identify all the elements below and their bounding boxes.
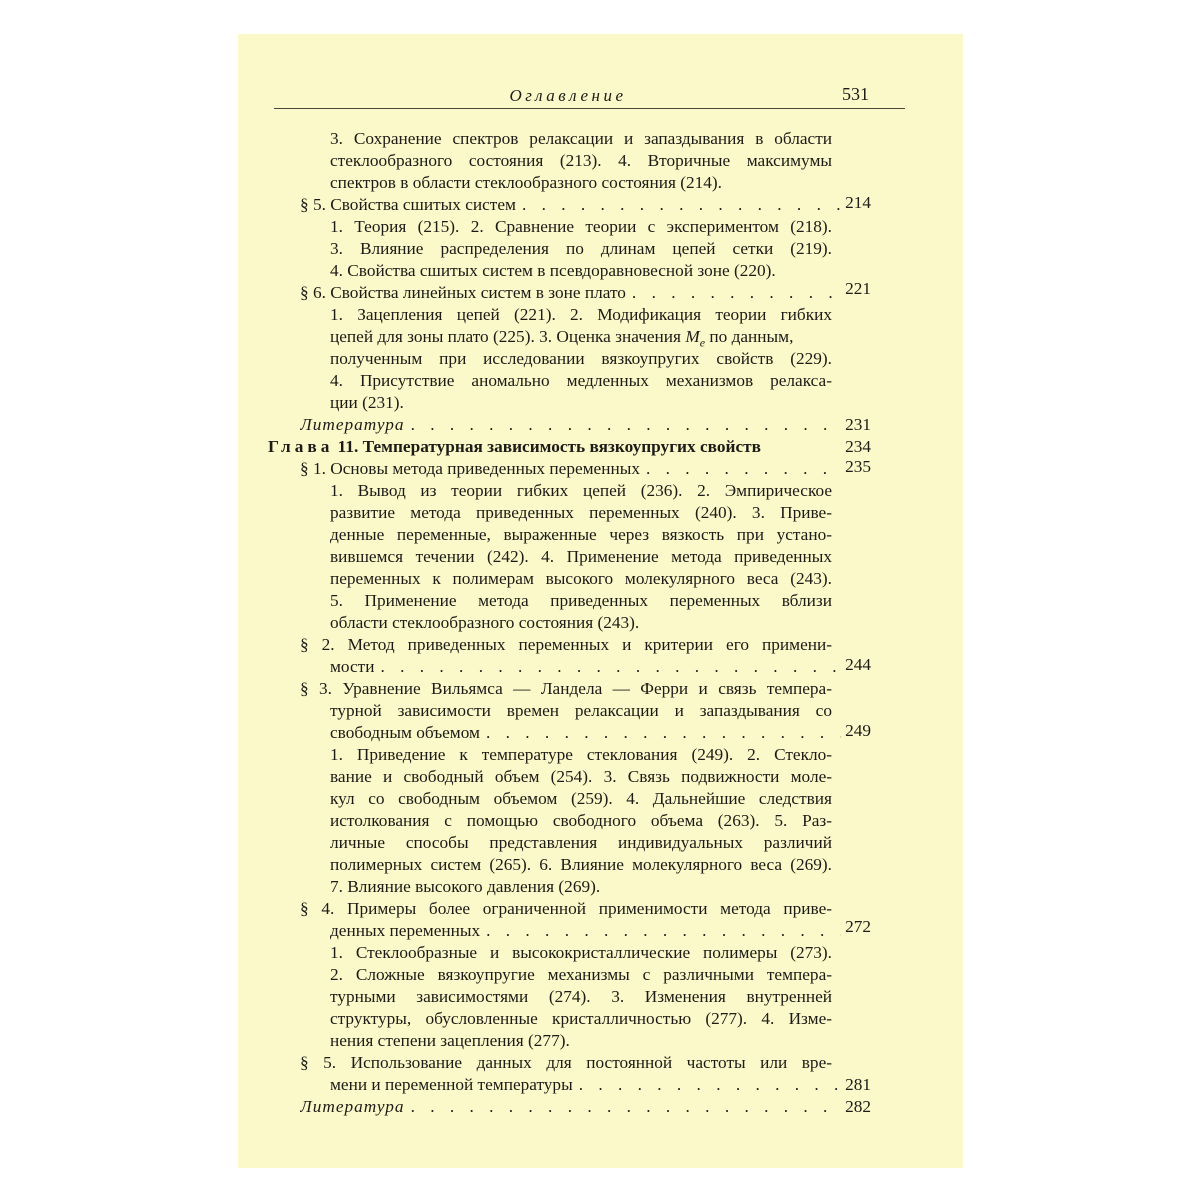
toc-line: ции (231). bbox=[330, 393, 404, 412]
toc-line: 1. Теория (215). 2. Сравнение теории с экспериментом (218). bbox=[330, 217, 832, 236]
toc-entry-title: § 1. Основы метода приведенных переменных bbox=[300, 459, 640, 478]
toc-line: 1. Зацепления цепей (221). 2. Модификация теории гибких bbox=[330, 305, 832, 324]
toc-entry-section[interactable] bbox=[330, 656, 841, 678]
leader-dots bbox=[632, 282, 841, 304]
leader-dots bbox=[411, 414, 841, 436]
toc-entry-section[interactable] bbox=[300, 458, 841, 480]
toc-entry-section[interactable] bbox=[330, 920, 841, 942]
leader-dots bbox=[486, 722, 841, 744]
toc-entry-section-title[interactable]: § 4. Примеры более ограниченной применимости метода приве- bbox=[300, 899, 832, 918]
toc-entry-title: Литература bbox=[300, 415, 405, 434]
toc-entry-title: свободным объемом bbox=[330, 723, 480, 742]
leader-dots bbox=[646, 458, 841, 480]
toc-page-number: 249 bbox=[845, 721, 871, 740]
header-rule bbox=[274, 108, 905, 109]
toc-entry-section[interactable] bbox=[330, 1074, 841, 1096]
toc-line: развитие метода приведенных переменных (240). 3. Приве- bbox=[330, 503, 832, 522]
toc-line: 5. Применение метода приведенных переменных вблизи bbox=[330, 591, 832, 610]
toc-line: нения степени зацепления (277). bbox=[330, 1031, 570, 1050]
toc-line: 1. Стеклообразные и высококристаллические полимеры (273). bbox=[330, 943, 832, 962]
toc-entry-literature[interactable] bbox=[300, 1096, 841, 1118]
toc-entry-title: § 5. Свойства сшитых систем bbox=[300, 195, 516, 214]
toc-page-number: 221 bbox=[845, 279, 871, 298]
toc-line: 2. Сложные вязкоупругие механизмы с различными темпера- bbox=[330, 965, 832, 984]
toc-line: 3. Влияние распределения по длинам цепей сетки (219). bbox=[330, 239, 832, 258]
toc-line: вание и свободный объем (254). 3. Связь подвижности моле- bbox=[330, 767, 832, 786]
toc-line: 4. Присутствие аномально медленных механизмов релакса- bbox=[330, 371, 832, 390]
toc-line-part: по данным, bbox=[705, 327, 794, 346]
toc-line: кул со свободным объемом (259). 4. Дальнейшие следствия bbox=[330, 789, 832, 808]
toc-entry-section[interactable] bbox=[300, 282, 841, 304]
leader-dots bbox=[411, 1096, 841, 1118]
toc-line: 1. Приведение к температуре стеклования (249). 2. Стекло- bbox=[330, 745, 832, 764]
toc-entry-title: Литература bbox=[300, 1097, 405, 1116]
toc-line: 4. Свойства сшитых систем в псевдоравновесной зоне (220). bbox=[330, 261, 776, 280]
toc-line: 7. Влияние высокого давления (269). bbox=[330, 877, 601, 896]
toc-entry-literature[interactable] bbox=[300, 414, 841, 436]
toc-entry-title: мени и переменной температуры bbox=[330, 1075, 573, 1094]
toc-line: вившемся течении (242). 4. Применение метода приведенных bbox=[330, 547, 832, 566]
toc-line: 3. Сохранение спектров релаксации и запаздывания в области bbox=[330, 129, 832, 148]
chapter-word: Глава bbox=[268, 437, 334, 456]
toc-line: полученным при исследовании вязкоупругих свойств (229). bbox=[330, 349, 832, 368]
running-header-title: Оглавление bbox=[509, 86, 627, 105]
toc-line: турными зависимостями (274). 3. Изменения внутренней bbox=[330, 987, 832, 1006]
toc-line: структуры, обусловленные кристалличностью (277). 4. Изме- bbox=[330, 1009, 832, 1028]
toc-entry-section-title: турной зависимости времен релаксации и запаздывания со bbox=[330, 701, 832, 720]
toc-line: личные способы представления индивидуальных различий bbox=[330, 833, 832, 852]
toc-entry-title: денных переменных bbox=[330, 921, 481, 940]
toc-page-number: 234 bbox=[845, 437, 871, 456]
toc-entry-section-title[interactable]: § 2. Метод приведенных переменных и критерии его примени- bbox=[300, 635, 832, 654]
toc-entry-section-title[interactable]: § 3. Уравнение Вильямса — Ландела — Ферри и связь темпера- bbox=[300, 679, 832, 698]
math-subscript: e bbox=[699, 335, 706, 350]
page-number: 531 bbox=[842, 84, 869, 104]
toc-line: стеклообразного состояния (213). 4. Вторичные максимумы bbox=[330, 151, 832, 170]
toc-line-part: цепей для зоны плато (225). 3. Оценка значения bbox=[330, 327, 681, 346]
book-page bbox=[238, 34, 963, 1168]
math-symbol: M bbox=[685, 327, 700, 346]
toc-line: спектров в области стеклообразного состояния (214). bbox=[330, 173, 722, 192]
toc-line bbox=[330, 326, 793, 348]
toc-page-number: 281 bbox=[845, 1075, 871, 1094]
toc-page-number: 282 bbox=[845, 1097, 871, 1116]
toc-line: 1. Вывод из теории гибких цепей (236). 2. Эмпирическое bbox=[330, 481, 832, 500]
toc-entry-section[interactable] bbox=[300, 194, 841, 216]
toc-entry-title: § 6. Свойства линейных систем в зоне плато bbox=[300, 283, 626, 302]
chapter-heading[interactable] bbox=[268, 436, 761, 458]
leader-dots bbox=[522, 194, 841, 216]
toc-line: истолкования с помощью свободного объема (263). 5. Раз- bbox=[330, 811, 832, 830]
toc-page-number: 244 bbox=[845, 655, 871, 674]
toc-entry-title: мости bbox=[330, 657, 375, 676]
chapter-title: 11. Температурная зависимость вязкоупругих свойств bbox=[333, 437, 761, 456]
leader-dots bbox=[579, 1074, 841, 1096]
toc-page-number: 214 bbox=[845, 193, 871, 212]
toc-page-number: 272 bbox=[845, 917, 871, 936]
toc-line: полимерных систем (265). 6. Влияние молекулярного веса (269). bbox=[330, 855, 832, 874]
leader-dots bbox=[486, 920, 841, 942]
toc-page-number: 231 bbox=[845, 415, 871, 434]
toc-entry-section[interactable] bbox=[330, 722, 841, 744]
toc-line: области стеклообразного состояния (243). bbox=[330, 613, 640, 632]
toc-line: денные переменные, выраженные через вязкость при устано- bbox=[330, 525, 832, 544]
leader-dots bbox=[380, 656, 841, 678]
toc-entry-section-title[interactable]: § 5. Использование данных для постоянной частоты или вре- bbox=[300, 1053, 832, 1072]
toc-page-number: 235 bbox=[845, 457, 871, 476]
toc-line: переменных к полимерам высокого молекулярного веса (243). bbox=[330, 569, 832, 588]
